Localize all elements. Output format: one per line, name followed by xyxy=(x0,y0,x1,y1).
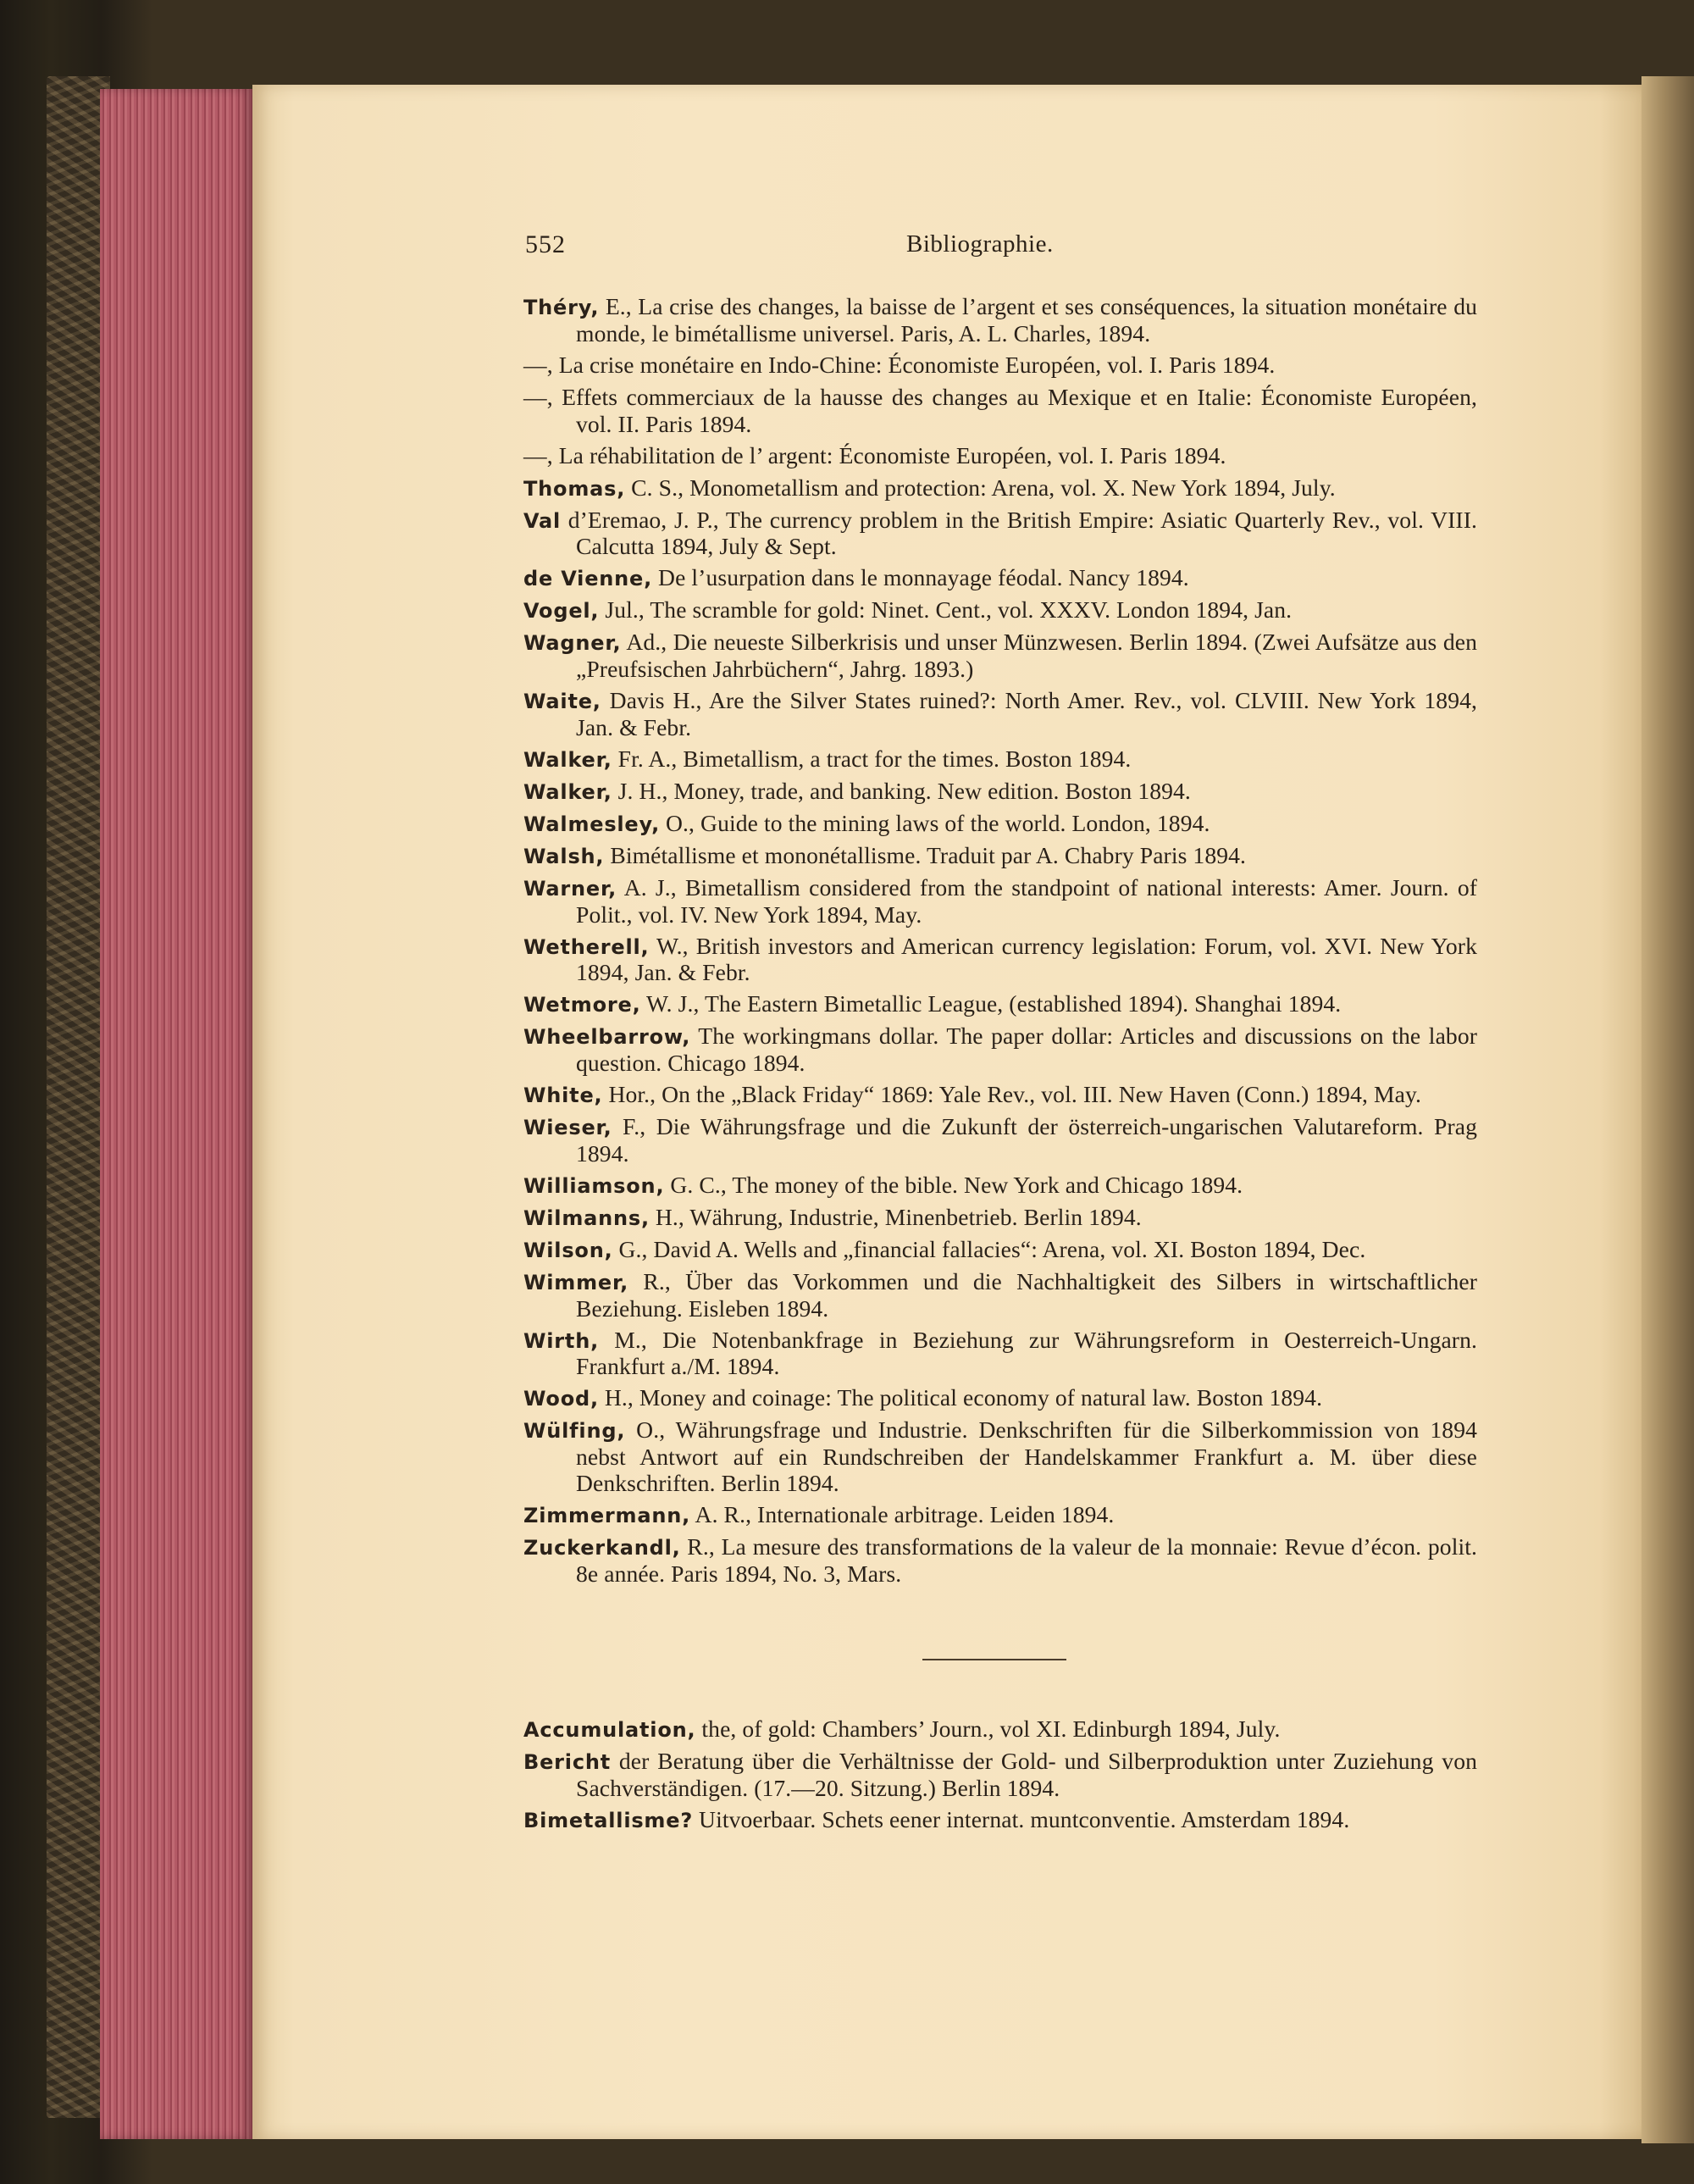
entry-author: Wood, xyxy=(523,1387,599,1411)
entry-author: Walsh, xyxy=(523,844,605,868)
entry-author: Walmesley, xyxy=(523,812,661,836)
entry-author: Val xyxy=(523,508,562,533)
entry-author: Wagner, xyxy=(523,631,622,656)
entry-author: Wilmanns, xyxy=(523,1206,650,1230)
bibliography-entry xyxy=(523,843,1477,870)
entry-author: Warner, xyxy=(523,876,617,901)
entry-author: Wheelbarrow, xyxy=(523,1025,691,1050)
entry-author: Walker, xyxy=(523,779,612,804)
entry-author: Thomas, xyxy=(523,476,626,501)
entry-author: Wetherell, xyxy=(523,934,650,959)
entry-citation: M., Die Notenbankfrage in Beziehung zur Währungsreform in Oesterreich-Ungarn. Frankfurt a./M. 1894. xyxy=(576,1326,1477,1380)
entry-author: Wimmer, xyxy=(523,1270,629,1294)
entry-citation: —, La crise monétaire en Indo-Chine: Économiste Européen, vol. I. Paris 1894. xyxy=(523,351,1276,378)
entry-citation: A. J., Bimetallism considered from the standpoint of national interests: Amer. Journ. of Polit., vol. IV. New York 1894, May. xyxy=(576,873,1477,928)
section-divider xyxy=(922,1659,1066,1660)
bibliography-entry xyxy=(523,934,1477,987)
bibliography-entry xyxy=(523,1205,1477,1232)
entry-citation: F., Die Währungsfrage und die Zukunft der österreich-ungarischen Valutareform. Prag 1894. xyxy=(576,1113,1477,1167)
entry-citation: H., Money and coinage: The political economy of natural law. Boston 1894. xyxy=(598,1384,1323,1411)
entry-author: Williamson, xyxy=(523,1173,665,1198)
entry-citation: G. C., The money of the bible. New York and Chicago 1894. xyxy=(664,1171,1243,1198)
bibliography-entry xyxy=(523,294,1477,347)
entry-author: de Vienne, xyxy=(523,567,653,591)
bibliography-entry xyxy=(523,1534,1477,1588)
bibliography-entry xyxy=(523,746,1477,773)
entry-citation: R., La mesure des transformations de la valeur de la monnaie: Revue d’écon. polit. 8e année. Paris 1894, No. 3, Mars. xyxy=(576,1533,1477,1587)
bibliography-entry xyxy=(523,1269,1477,1322)
bibliography-entry xyxy=(523,352,1477,380)
bibliography-entry xyxy=(523,779,1477,806)
bibliography-entry xyxy=(523,1023,1477,1077)
page-gutter-shadow xyxy=(1641,76,1694,2143)
entry-citation: R., Über das Vorkommen und die Nachhaltigkeit des Silbers in wirtschaftlicher Beziehung. Eisleben 1894. xyxy=(576,1267,1477,1322)
bibliography-entry xyxy=(523,507,1477,561)
page-number: 552 xyxy=(525,230,566,258)
bibliography-entry xyxy=(523,1237,1477,1264)
entry-author: Waite, xyxy=(523,690,601,714)
bibliography-entry xyxy=(523,475,1477,502)
entry-author: Vogel, xyxy=(523,599,600,624)
bibliography-entry xyxy=(523,1385,1477,1412)
entry-author: Wieser, xyxy=(523,1116,612,1140)
entry-citation: E., La crise des changes, la baisse de l’argent et ses conséquences, la situation monétaire du monde, le bimétallisme universel. Paris, A. L. Charles, 1894. xyxy=(576,293,1477,346)
bibliography-entry xyxy=(523,443,1477,470)
entry-citation: Jul., The scramble for gold: Ninet. Cent., vol. XXXV. London 1894, Jan. xyxy=(599,596,1293,624)
entry-citation: Fr. A., Bimetallism, a tract for the times. Boston 1894. xyxy=(612,745,1132,772)
bibliography-entry xyxy=(523,1082,1477,1109)
bibliography-entry xyxy=(523,1328,1477,1381)
page-edges xyxy=(100,89,252,2139)
running-title: Bibliographie. xyxy=(906,230,1054,258)
entry-author: Bericht xyxy=(523,1749,612,1774)
entry-citation: d’Eremao, J. P., The currency problem in the British Empire: Asiatic Quarterly Rev., vol. VIII. Calcutta 1894, July & Sept. xyxy=(561,506,1477,560)
bibliography-entry xyxy=(523,1417,1477,1496)
bibliography-entry xyxy=(523,1749,1477,1802)
entry-citation: The workingmans dollar. The paper dollar: Articles and discussions on the labor question. Chicago 1894. xyxy=(576,1023,1477,1077)
entry-author: White, xyxy=(523,1084,603,1108)
entry-citation: Ad., Die neueste Silberkrisis und unser Münzwesen. Berlin 1894. (Zwei Aufsätze aus den „Preufsischen Jahrbüchern“, Jahrg. 1893.) xyxy=(576,629,1477,683)
bibliography-entry xyxy=(523,991,1477,1018)
bibliography-entry xyxy=(523,1502,1477,1529)
entry-author: Wilson, xyxy=(523,1238,613,1262)
entry-citation: the, of gold: Chambers’ Journ., vol XI. Edinburgh 1894, July. xyxy=(695,1716,1281,1742)
entry-citation: C. S., Monometallism and protection: Arena, vol. X. New York 1894, July. xyxy=(625,474,1336,501)
entry-author: Bimetallisme? xyxy=(523,1808,694,1832)
entry-citation: Davis H., Are the Silver States ruined?: North Amer. Rev., vol. CLVIII. New York 1894, Jan. & Febr. xyxy=(576,687,1477,740)
entry-citation: Bimétallisme et mononétallisme. Traduit par A. Chabry Paris 1894. xyxy=(604,841,1247,868)
entry-author: Walker, xyxy=(523,747,612,772)
entry-citation: Hor., On the „Black Friday“ 1869: Yale Rev., vol. III. New Haven (Conn.) 1894, May. xyxy=(602,1081,1422,1108)
bibliography-entry xyxy=(523,629,1477,683)
bibliography-entry xyxy=(523,565,1477,592)
bibliography-entry xyxy=(523,597,1477,624)
entry-author: Zimmermann, xyxy=(523,1503,691,1527)
entry-citation: G., David A. Wells and „financial fallacies“: Arena, vol. XI. Boston 1894, Dec. xyxy=(612,1235,1366,1262)
entry-citation: —, La réhabilitation de l’ argent: Économiste Européen, vol. I. Paris 1894. xyxy=(523,441,1226,468)
entry-citation: De l’usurpation dans le monnayage féodal. Nancy 1894. xyxy=(652,564,1189,591)
entry-citation: J. H., Money, trade, and banking. New edition. Boston 1894. xyxy=(612,777,1191,804)
entry-citation: A. R., Internationale arbitrage. Leiden 1894. xyxy=(690,1500,1115,1527)
entry-citation: Uitvoerbaar. Schets eener internat. muntconventie. Amsterdam 1894. xyxy=(693,1805,1350,1832)
entry-citation: der Beratung über die Verhältnisse der Gold- und Silberproduktion unter Zuziehung von Sachverständigen. (17.—20. Sitzung.) Berlin 1894. xyxy=(576,1747,1477,1801)
entry-citation: O., Guide to the mining laws of the world. London, 1894. xyxy=(660,809,1210,836)
bibliography-entry xyxy=(523,1716,1477,1743)
entry-author: Wirth, xyxy=(523,1328,600,1353)
anonymous-bibliography-list xyxy=(523,1716,1477,1839)
entry-citation: O., Währungsfrage und Industrie. Denkschriften für die Silberkommission von 1894 nebst Antwort auf ein Rundschreiben der Handelskammer Frankfurt a. M. über diese Denkschriften. Berlin 1894. xyxy=(576,1416,1477,1496)
bibliography-entry xyxy=(523,875,1477,928)
entry-citation: H., Währung, Industrie, Minenbetrieb. Berlin 1894. xyxy=(649,1203,1142,1230)
bibliography-entry xyxy=(523,811,1477,838)
entry-citation: —, Effets commerciaux de la hausse des changes au Mexique et en Italie: Économiste Européen, vol. II. Paris 1894. xyxy=(523,383,1477,437)
entry-citation: W. J., The Eastern Bimetallic League, (established 1894). Shanghai 1894. xyxy=(640,990,1342,1017)
entry-author: Wülfing, xyxy=(523,1419,626,1444)
bibliography-list xyxy=(523,294,1477,1593)
bibliography-entry xyxy=(523,1114,1477,1167)
entry-author: Zuckerkandl, xyxy=(523,1535,681,1560)
entry-author: Théry, xyxy=(523,296,600,319)
bibliography-entry xyxy=(523,688,1477,741)
bibliography-entry xyxy=(523,385,1477,438)
bibliography-entry xyxy=(523,1172,1477,1200)
entry-author: Accumulation, xyxy=(523,1718,696,1742)
bibliography-entry xyxy=(523,1807,1477,1834)
entry-citation: W., British investors and American currency legislation: Forum, vol. XVI. New York 1894, Jan. & Febr. xyxy=(576,932,1477,986)
entry-author: Wetmore, xyxy=(523,993,641,1017)
page-header xyxy=(525,230,1457,264)
